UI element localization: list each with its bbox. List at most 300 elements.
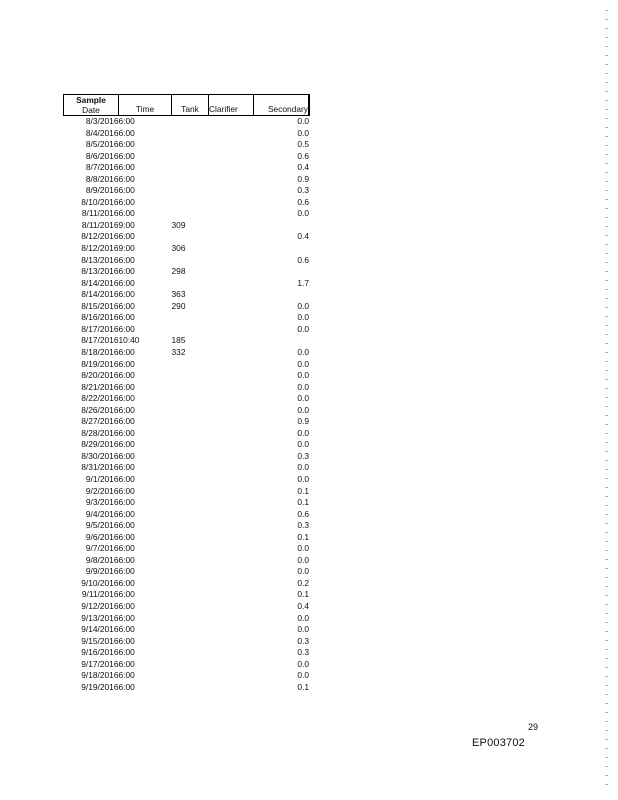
cell-time: 6:00 bbox=[118, 150, 135, 161]
cell-time: 6:00 bbox=[118, 358, 135, 369]
cell-tank bbox=[172, 428, 209, 440]
cell-secondary: 0.0 bbox=[297, 393, 309, 404]
cell-tank bbox=[172, 543, 209, 555]
cell-secondary: 0.0 bbox=[297, 358, 309, 369]
cell-secondary: 0.3 bbox=[297, 635, 309, 646]
cell-date: 8/14/2016 bbox=[81, 289, 119, 300]
cell-secondary: 0.0 bbox=[297, 381, 309, 392]
cell-clarifier bbox=[209, 566, 254, 578]
cell-secondary: 0.4 bbox=[297, 162, 309, 173]
cell-time: 6:00 bbox=[118, 462, 135, 473]
cell-tank bbox=[172, 578, 209, 590]
table-row bbox=[64, 382, 310, 394]
cell-time: 6:00 bbox=[118, 416, 135, 427]
cell-date: 8/20/2016 bbox=[81, 370, 119, 381]
cell-clarifier bbox=[209, 266, 254, 278]
table-row bbox=[64, 128, 310, 140]
cell-tank bbox=[172, 474, 209, 486]
cell-tank bbox=[172, 682, 209, 694]
cell-time: 6:00 bbox=[118, 520, 135, 531]
cell-time: 6:00 bbox=[118, 116, 135, 127]
cell-secondary: 0.0 bbox=[297, 658, 309, 669]
cell-time: 6:00 bbox=[118, 566, 135, 577]
table-row bbox=[64, 647, 310, 659]
table-row bbox=[64, 613, 310, 625]
cell-time: 6:00 bbox=[118, 196, 135, 207]
cell-secondary: 0.0 bbox=[297, 566, 309, 577]
cell-time: 6:00 bbox=[118, 624, 135, 635]
cell-secondary: 0.0 bbox=[297, 554, 309, 565]
cell-date: 8/26/2016 bbox=[81, 404, 119, 415]
cell-tank bbox=[172, 520, 209, 532]
cell-clarifier bbox=[209, 128, 254, 140]
table-row bbox=[64, 370, 310, 382]
cell-clarifier bbox=[209, 462, 254, 474]
cell-date: 9/15/2016 bbox=[81, 635, 119, 646]
cell-date: 9/11/2016 bbox=[81, 589, 119, 600]
cell-tank bbox=[172, 151, 209, 163]
table-row bbox=[64, 197, 310, 209]
table-row bbox=[64, 324, 310, 336]
cell-date: 9/12/2016 bbox=[81, 600, 119, 611]
table-row bbox=[64, 670, 310, 682]
cell-clarifier bbox=[209, 335, 254, 347]
table-row bbox=[64, 347, 310, 359]
cell-time: 6:00 bbox=[118, 589, 135, 600]
cell-clarifier bbox=[209, 451, 254, 463]
cell-secondary: 0.1 bbox=[297, 497, 309, 508]
cell-time: 6:00 bbox=[118, 600, 135, 611]
table-row bbox=[64, 393, 310, 405]
cell-secondary: 0.3 bbox=[297, 520, 309, 531]
cell-tank bbox=[172, 486, 209, 498]
cell-date: 8/30/2016 bbox=[81, 450, 119, 461]
cell-time: 6:00 bbox=[118, 312, 135, 323]
cell-clarifier bbox=[209, 647, 254, 659]
table-row bbox=[64, 278, 310, 290]
cell-tank bbox=[172, 462, 209, 474]
cell-time: 6:00 bbox=[118, 531, 135, 542]
cell-time: 6:00 bbox=[118, 323, 135, 334]
sample-log-table bbox=[63, 94, 310, 693]
header-date-label: Date bbox=[82, 105, 100, 115]
cell-tank bbox=[172, 185, 209, 197]
cell-date: 9/2/2016 bbox=[85, 485, 119, 496]
cell-tank bbox=[172, 116, 209, 128]
cell-clarifier bbox=[209, 255, 254, 267]
cell-time: 6:00 bbox=[118, 508, 135, 519]
cell-time: 6:00 bbox=[118, 162, 135, 173]
table-row bbox=[64, 231, 310, 243]
table-row bbox=[64, 601, 310, 613]
cell-tank bbox=[172, 393, 209, 405]
cell-clarifier bbox=[209, 428, 254, 440]
cell-date: 8/5/2016 bbox=[85, 139, 119, 150]
cell-secondary bbox=[254, 220, 310, 232]
cell-tank bbox=[172, 416, 209, 428]
cell-date: 8/12/2016 bbox=[81, 231, 119, 242]
header-tank: Tank bbox=[172, 95, 209, 116]
table-row bbox=[64, 358, 310, 370]
cell-secondary: 0.1 bbox=[297, 681, 309, 692]
cell-date: 8/17/2016 bbox=[81, 323, 119, 334]
cell-tank bbox=[172, 278, 209, 290]
cell-secondary: 0.0 bbox=[297, 439, 309, 450]
cell-secondary: 0.0 bbox=[297, 346, 309, 357]
cell-secondary: 0.5 bbox=[297, 139, 309, 150]
cell-tank: 185 bbox=[171, 335, 186, 346]
cell-tank bbox=[172, 589, 209, 601]
cell-date: 8/12/2016 bbox=[81, 243, 119, 254]
cell-time: 6:00 bbox=[118, 612, 135, 623]
cell-clarifier bbox=[209, 289, 254, 301]
table-row bbox=[64, 151, 310, 163]
page-number: 29 bbox=[528, 722, 539, 732]
cell-tank bbox=[172, 208, 209, 220]
cell-tank: 306 bbox=[171, 243, 186, 254]
table-row bbox=[64, 474, 310, 486]
cell-date: 8/19/2016 bbox=[81, 358, 119, 369]
cell-clarifier bbox=[209, 589, 254, 601]
cell-tank bbox=[172, 497, 209, 509]
cell-clarifier bbox=[209, 231, 254, 243]
table-row bbox=[64, 335, 310, 347]
cell-clarifier bbox=[209, 509, 254, 521]
cell-clarifier bbox=[209, 116, 254, 128]
cell-time: 6:00 bbox=[118, 139, 135, 150]
cell-clarifier bbox=[209, 162, 254, 174]
cell-date: 8/13/2016 bbox=[81, 254, 119, 265]
cell-secondary bbox=[254, 335, 310, 347]
table-row bbox=[64, 243, 310, 255]
cell-time: 6:00 bbox=[118, 381, 135, 392]
cell-secondary: 0.6 bbox=[297, 254, 309, 265]
cell-date: 9/6/2016 bbox=[85, 531, 119, 542]
cell-clarifier bbox=[209, 243, 254, 255]
cell-tank bbox=[172, 613, 209, 625]
cell-tank: 298 bbox=[171, 266, 186, 277]
cell-date: 8/4/2016 bbox=[85, 127, 119, 138]
cell-time: 6:00 bbox=[118, 231, 135, 242]
cell-tank bbox=[172, 509, 209, 521]
cell-clarifier bbox=[209, 382, 254, 394]
cell-clarifier bbox=[209, 497, 254, 509]
table-row bbox=[64, 520, 310, 532]
cell-date: 8/14/2016 bbox=[81, 277, 119, 288]
cell-clarifier bbox=[209, 439, 254, 451]
cell-tank bbox=[172, 382, 209, 394]
cell-time: 6:00 bbox=[118, 289, 135, 300]
cell-secondary: 0.1 bbox=[297, 531, 309, 542]
cell-tank bbox=[172, 139, 209, 151]
cell-secondary: 0.0 bbox=[297, 116, 309, 127]
cell-time: 9:00 bbox=[118, 243, 135, 254]
cell-clarifier bbox=[209, 601, 254, 613]
cell-clarifier bbox=[209, 139, 254, 151]
cell-secondary: 0.1 bbox=[297, 485, 309, 496]
cell-tank bbox=[172, 255, 209, 267]
cell-secondary: 0.6 bbox=[297, 196, 309, 207]
cell-clarifier bbox=[209, 208, 254, 220]
cell-clarifier bbox=[209, 682, 254, 694]
cell-date: 8/17/2016 bbox=[81, 335, 119, 346]
table-row bbox=[64, 532, 310, 544]
cell-time: 6:00 bbox=[118, 127, 135, 138]
cell-date: 8/29/2016 bbox=[81, 439, 119, 450]
cell-tank bbox=[172, 601, 209, 613]
cell-time: 9:00 bbox=[118, 219, 135, 230]
cell-date: 9/8/2016 bbox=[85, 554, 119, 565]
table-row bbox=[64, 636, 310, 648]
cell-time: 6:00 bbox=[118, 681, 135, 692]
table-row bbox=[64, 116, 310, 128]
scan-edge-marks bbox=[605, 10, 608, 790]
cell-secondary: 0.0 bbox=[297, 127, 309, 138]
cell-tank bbox=[172, 439, 209, 451]
cell-clarifier bbox=[209, 151, 254, 163]
cell-date: 9/7/2016 bbox=[85, 543, 119, 554]
cell-time: 6:00 bbox=[118, 450, 135, 461]
cell-secondary: 0.3 bbox=[297, 450, 309, 461]
cell-time: 6:00 bbox=[118, 497, 135, 508]
cell-secondary: 0.0 bbox=[297, 670, 309, 681]
table-row bbox=[64, 451, 310, 463]
cell-clarifier bbox=[209, 624, 254, 636]
cell-secondary bbox=[254, 289, 310, 301]
cell-date: 9/1/2016 bbox=[85, 473, 119, 484]
cell-time: 6:00 bbox=[118, 647, 135, 658]
table-row bbox=[64, 220, 310, 232]
cell-secondary: 0.0 bbox=[297, 370, 309, 381]
cell-date: 9/19/2016 bbox=[81, 681, 119, 692]
cell-date: 9/5/2016 bbox=[85, 520, 119, 531]
cell-clarifier bbox=[209, 278, 254, 290]
cell-secondary: 0.0 bbox=[297, 323, 309, 334]
cell-time: 6:00 bbox=[118, 485, 135, 496]
cell-date: 8/27/2016 bbox=[81, 416, 119, 427]
cell-clarifier bbox=[209, 370, 254, 382]
cell-clarifier bbox=[209, 405, 254, 417]
cell-secondary: 0.4 bbox=[297, 231, 309, 242]
table-row bbox=[64, 566, 310, 578]
cell-secondary: 0.6 bbox=[297, 508, 309, 519]
cell-clarifier bbox=[209, 393, 254, 405]
table-row bbox=[64, 497, 310, 509]
cell-clarifier bbox=[209, 312, 254, 324]
cell-tank bbox=[172, 128, 209, 140]
cell-tank: 290 bbox=[171, 300, 186, 311]
cell-secondary: 0.0 bbox=[297, 624, 309, 635]
table-row bbox=[64, 405, 310, 417]
table-row bbox=[64, 301, 310, 313]
cell-clarifier bbox=[209, 613, 254, 625]
cell-clarifier bbox=[209, 659, 254, 671]
cell-clarifier bbox=[209, 174, 254, 186]
cell-date: 9/14/2016 bbox=[81, 624, 119, 635]
cell-secondary: 0.1 bbox=[297, 589, 309, 600]
cell-time: 6:00 bbox=[118, 635, 135, 646]
cell-tank bbox=[172, 370, 209, 382]
header-sample-date bbox=[64, 95, 119, 116]
cell-clarifier bbox=[209, 197, 254, 209]
cell-date: 9/4/2016 bbox=[85, 508, 119, 519]
cell-date: 9/16/2016 bbox=[81, 647, 119, 658]
bates-number: EP003702 bbox=[472, 737, 525, 749]
header-secondary: Secondary bbox=[254, 95, 310, 116]
cell-secondary bbox=[254, 266, 310, 278]
cell-date: 8/7/2016 bbox=[85, 162, 119, 173]
cell-clarifier bbox=[209, 520, 254, 532]
cell-tank bbox=[172, 162, 209, 174]
cell-clarifier bbox=[209, 532, 254, 544]
table-row bbox=[64, 162, 310, 174]
cell-secondary: 0.9 bbox=[297, 416, 309, 427]
table-row bbox=[64, 174, 310, 186]
cell-secondary: 0.3 bbox=[297, 185, 309, 196]
cell-secondary: 0.0 bbox=[297, 404, 309, 415]
table-header-row bbox=[64, 95, 310, 116]
cell-date: 8/31/2016 bbox=[81, 462, 119, 473]
cell-tank bbox=[172, 647, 209, 659]
cell-date: 9/13/2016 bbox=[81, 612, 119, 623]
cell-date: 8/15/2016 bbox=[81, 300, 119, 311]
header-sample-label: Sample bbox=[76, 95, 106, 105]
table-row bbox=[64, 255, 310, 267]
cell-clarifier bbox=[209, 578, 254, 590]
cell-date: 8/21/2016 bbox=[81, 381, 119, 392]
cell-date: 8/9/2016 bbox=[85, 185, 119, 196]
cell-secondary: 0.0 bbox=[297, 300, 309, 311]
cell-time: 6:00 bbox=[118, 658, 135, 669]
cell-time: 6:00 bbox=[118, 346, 135, 357]
cell-clarifier bbox=[209, 474, 254, 486]
table-row bbox=[64, 589, 310, 601]
cell-time: 6:00 bbox=[118, 370, 135, 381]
cell-tank bbox=[172, 555, 209, 567]
table-row bbox=[64, 486, 310, 498]
cell-time: 6:00 bbox=[118, 254, 135, 265]
table-body bbox=[64, 116, 310, 694]
cell-tank bbox=[172, 566, 209, 578]
cell-date: 8/22/2016 bbox=[81, 393, 119, 404]
cell-secondary: 0.3 bbox=[297, 647, 309, 658]
cell-secondary: 0.0 bbox=[297, 312, 309, 323]
cell-tank bbox=[172, 532, 209, 544]
cell-clarifier bbox=[209, 220, 254, 232]
table-row bbox=[64, 185, 310, 197]
cell-time: 6:00 bbox=[118, 577, 135, 588]
cell-tank bbox=[172, 405, 209, 417]
cell-clarifier bbox=[209, 555, 254, 567]
cell-time: 6:00 bbox=[118, 208, 135, 219]
cell-tank bbox=[172, 197, 209, 209]
cell-secondary: 0.0 bbox=[297, 473, 309, 484]
cell-date: 9/18/2016 bbox=[81, 670, 119, 681]
cell-date: 8/28/2016 bbox=[81, 427, 119, 438]
cell-time: 6:00 bbox=[118, 404, 135, 415]
cell-secondary: 0.0 bbox=[297, 462, 309, 473]
header-clarifier: Clarifier bbox=[209, 95, 254, 116]
cell-clarifier bbox=[209, 301, 254, 313]
table-row bbox=[64, 462, 310, 474]
cell-clarifier bbox=[209, 543, 254, 555]
cell-date: 8/8/2016 bbox=[85, 173, 119, 184]
cell-tank bbox=[172, 670, 209, 682]
cell-tank bbox=[172, 636, 209, 648]
cell-tank bbox=[172, 174, 209, 186]
cell-time: 6:00 bbox=[118, 393, 135, 404]
table-row bbox=[64, 266, 310, 278]
cell-date: 8/18/2016 bbox=[81, 346, 119, 357]
cell-clarifier bbox=[209, 347, 254, 359]
header-time: Time bbox=[119, 95, 172, 116]
cell-tank: 363 bbox=[171, 289, 186, 300]
cell-tank bbox=[172, 312, 209, 324]
cell-date: 8/6/2016 bbox=[85, 150, 119, 161]
cell-tank: 309 bbox=[171, 219, 186, 230]
cell-clarifier bbox=[209, 185, 254, 197]
cell-clarifier bbox=[209, 324, 254, 336]
table-row bbox=[64, 624, 310, 636]
cell-clarifier bbox=[209, 358, 254, 370]
cell-time: 6:00 bbox=[118, 554, 135, 565]
table-row bbox=[64, 659, 310, 671]
cell-time: 6:00 bbox=[118, 266, 135, 277]
cell-tank bbox=[172, 451, 209, 463]
table-row bbox=[64, 428, 310, 440]
table-row bbox=[64, 208, 310, 220]
cell-time: 6:00 bbox=[118, 185, 135, 196]
cell-date: 8/11/2016 bbox=[81, 208, 119, 219]
table-row bbox=[64, 312, 310, 324]
cell-secondary: 0.6 bbox=[297, 150, 309, 161]
table-row bbox=[64, 682, 310, 694]
cell-time: 10:40 bbox=[118, 335, 140, 346]
cell-clarifier bbox=[209, 670, 254, 682]
cell-date: 8/16/2016 bbox=[81, 312, 119, 323]
cell-time: 6:00 bbox=[118, 300, 135, 311]
table-row bbox=[64, 555, 310, 567]
cell-date: 8/13/2016 bbox=[81, 266, 119, 277]
table-row bbox=[64, 439, 310, 451]
cell-secondary: 0.2 bbox=[297, 577, 309, 588]
cell-tank: 332 bbox=[171, 346, 186, 357]
table-row bbox=[64, 509, 310, 521]
cell-tank bbox=[172, 358, 209, 370]
cell-clarifier bbox=[209, 416, 254, 428]
cell-date: 8/3/2016 bbox=[85, 116, 119, 127]
table-row bbox=[64, 578, 310, 590]
cell-time: 6:00 bbox=[118, 439, 135, 450]
cell-time: 6:00 bbox=[118, 670, 135, 681]
cell-tank bbox=[172, 231, 209, 243]
cell-tank bbox=[172, 659, 209, 671]
cell-date: 9/17/2016 bbox=[81, 658, 119, 669]
cell-tank bbox=[172, 324, 209, 336]
cell-secondary: 0.0 bbox=[297, 543, 309, 554]
cell-time: 6:00 bbox=[118, 427, 135, 438]
cell-secondary bbox=[254, 243, 310, 255]
cell-secondary: 0.4 bbox=[297, 600, 309, 611]
cell-tank bbox=[172, 624, 209, 636]
table-row bbox=[64, 416, 310, 428]
cell-secondary: 0.9 bbox=[297, 173, 309, 184]
cell-date: 8/10/2016 bbox=[81, 196, 119, 207]
cell-time: 6:00 bbox=[118, 473, 135, 484]
cell-date: 9/9/2016 bbox=[85, 566, 119, 577]
cell-date: 8/11/2016 bbox=[81, 219, 119, 230]
cell-date: 9/10/2016 bbox=[81, 577, 119, 588]
